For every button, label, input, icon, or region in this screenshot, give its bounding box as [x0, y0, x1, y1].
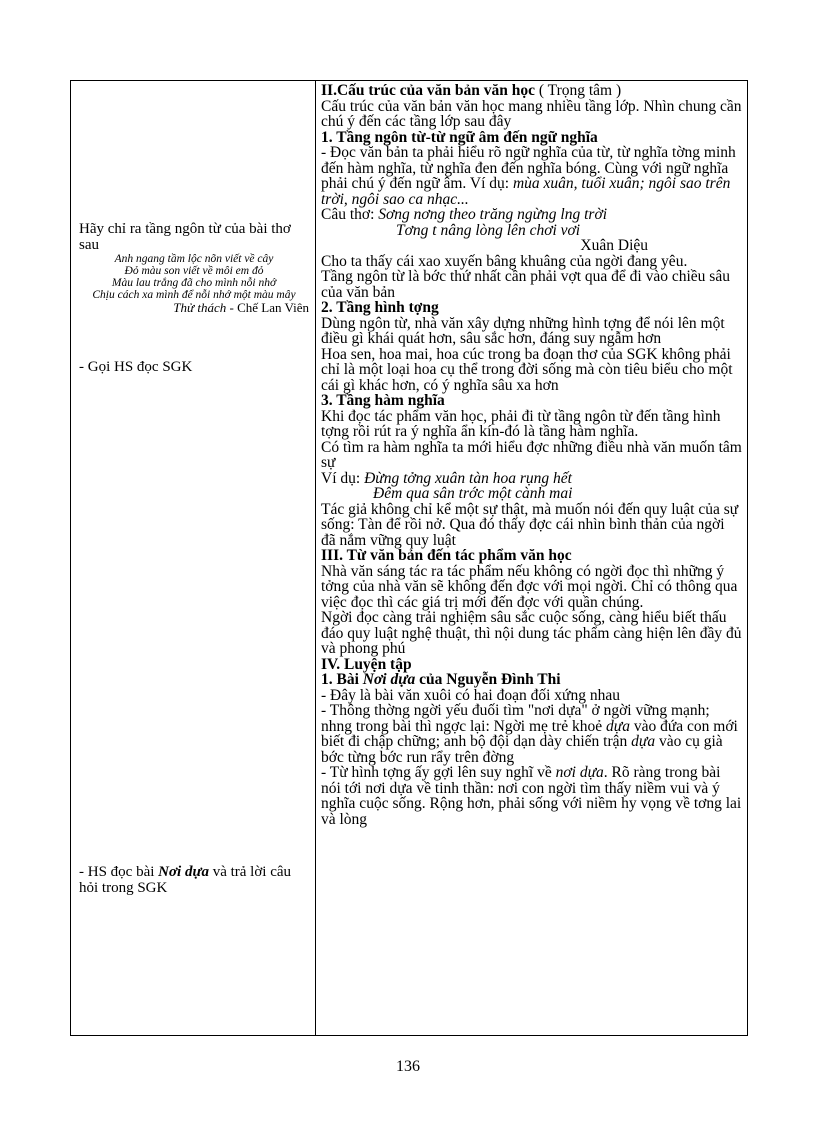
left-question-2 [79, 359, 309, 375]
q3-title: Nơi dựa [158, 864, 209, 880]
paragraph: Tác giả không chỉ kể một sự thật, mà muốn nói đến quy luật của sự sống: Tàn để rồi nở. Qua đó thấy đợc cái nhìn bình thản của ngời đã nắm vững quy luật [321, 500, 739, 549]
paragraph-text: vào đứa con mới biết đi chập chững; anh bộ đội dạn dày chiến trận [321, 717, 738, 750]
emphasis: dựa [631, 733, 656, 750]
page-number: 136 [396, 1058, 420, 1075]
poem-line: Chịu cách xa mình để nỗi nhớ một màu mây [92, 289, 296, 301]
paragraph [321, 703, 743, 765]
heading-note: ( Trọng tâm ) [535, 82, 622, 99]
left-question-1 [79, 221, 309, 315]
paragraph: Ngời đọc càng trải nghiệm sâu sắc cuộc sống, càng hiểu biết thấu đáo quy luật nghệ thuật, thì nội dung tác phẩm càng hiện lên đầy đủ và phong phú [321, 609, 742, 657]
question-text: Hãy chỉ ra tầng ngôn từ của bài thơ sau [79, 221, 291, 253]
paragraph: Cho ta thấy cái xao xuyến bâng khuâng của ngời đang yêu. [321, 252, 688, 270]
paragraph-text: vào cụ già bớc từng bớc run rẩy trên đờng [321, 733, 723, 766]
question-text: - Gọi HS đọc SGK [79, 359, 193, 375]
verse-line: Đêm qua sân trớc một cành mai [373, 485, 573, 502]
right-content [321, 83, 743, 827]
verse-author: Xuân Diệu [580, 237, 648, 254]
content-table [70, 80, 748, 1036]
example-text: mùa xuân, tuổi xuân; ngôi sao trên trời, ngôi sao ca nhạc... [321, 175, 731, 208]
paragraph-text: - Thông thờng ngời yếu đuối tìm "nơi dựa" ở ngời vững mạnh; nhng trong bài thì ngợc lại: Ngời mẹ trẻ khoẻ [321, 702, 710, 735]
paragraph: Cấu trúc của văn bản văn học mang nhiều tầng lớp. Nhìn chung cần chú ý đến các tầng lớp sau đây [321, 97, 742, 130]
poem-source-title: Thử thách [173, 300, 227, 315]
subsection-heading [321, 672, 743, 688]
example-label: Ví dụ: [321, 469, 365, 487]
poem-line: Anh ngang tầm lộc nõn viết về cây [114, 253, 274, 265]
section-2-heading [321, 83, 743, 99]
verse-label: Câu thơ: [321, 206, 379, 223]
paragraph: Dùng ngôn từ, nhà văn xây dựng những hình tợng để nói lên một điều gì khái quát hơn, sâu sắc hơn, đáng suy ngẫm hơn [321, 314, 725, 347]
emphasis: dựa [606, 717, 630, 735]
subsection-heading: 1. Tầng ngôn từ-từ ngữ âm đến ngữ nghĩa [321, 128, 598, 146]
poem-source [79, 301, 309, 315]
paragraph: - Đây là bài văn xuôi có hai đoạn đối xứng nhau [321, 686, 620, 704]
q3-suffix: và trả lời câu hỏi trong SGK [79, 864, 292, 896]
paragraph-text: - Từ hình tợng ấy gợi lên suy nghĩ về [321, 764, 556, 781]
heading-title: Nơi dựa [362, 671, 416, 688]
emphasis: nơi dựa [555, 764, 604, 781]
heading-text: II.Cấu trúc của văn bản văn học [321, 82, 536, 99]
section-4-heading: IV. Luyện tập [321, 655, 412, 673]
poem-line: Màu lau trắng đã cho mình nỗi nhớ [111, 277, 277, 289]
poem-source-author: - Chế Lan Viên [226, 300, 309, 315]
heading-prefix: 1. Bài [321, 671, 363, 688]
section-3-heading: III. Từ văn bản đến tác phẩm văn học [321, 547, 572, 564]
verse-text: Đừng tởng xuân tàn hoa rụng hết [364, 469, 572, 487]
left-question-3 [79, 864, 309, 896]
paragraph [321, 145, 743, 207]
verse-line: Tơng t nâng lòng lên chơi vơi [396, 221, 581, 239]
subsection-heading: 3. Tầng hàm nghĩa [321, 392, 445, 409]
paragraph: Hoa sen, hoa mai, hoa cúc trong ba đoạn thơ của SGK không phải chỉ là một loại hoa cụ thể trong đời sống mà còn tiêu biểu cho một cái gì khác hơn, có ý nghĩa sâu xa hơn [321, 345, 733, 394]
paragraph-text: - Đọc văn bản ta phải hiểu rõ ngữ nghĩa của từ, từ nghĩa tờng minh đến hàm nghĩa, từ nghĩa đen đến nghĩa bóng. Cùng với ngữ nghĩa phải chú ý đến ngữ âm. Ví dụ: [321, 144, 736, 192]
verse-text: Sơng nơng theo trăng ngừng lng trời [378, 206, 608, 223]
verse-line [321, 207, 743, 223]
paragraph: Có tìm ra hàm nghĩa ta mới hiểu đợc những điều nhà văn muốn tâm sự [321, 438, 742, 471]
q3-prefix: - HS đọc bài [79, 864, 159, 880]
paragraph [321, 765, 743, 827]
paragraph: Nhà văn sáng tác ra tác phẩm nếu không có ngời đọc thì những ý tởng của nhà văn sẽ không đến đợc với mọi ngời. Chỉ có thông qua việc đọc thì các giá trị mới đến đợc với quần chúng. [321, 562, 738, 611]
poem-line: Đỏ màu son viết về môi em đỏ [124, 265, 264, 277]
question-text [79, 864, 309, 896]
paragraph: Khi đọc tác phẩm văn học, phải đi từ tầng ngôn từ đến tầng hình tợng rồi rút ra ý nghĩa ẩn kín-đó là tầng hàm nghĩa. [321, 407, 721, 440]
heading-suffix: của Nguyễn Đình Thi [415, 671, 561, 688]
column-divider [315, 81, 316, 1035]
subsection-heading: 2. Tầng hình tợng [321, 299, 439, 316]
paragraph: Tầng ngôn từ là bớc thứ nhất cần phải vợt qua để đi vào chiều sâu của văn bản [321, 268, 730, 301]
example-line [321, 471, 743, 487]
paragraph-text: . Rõ ràng trong bài nói tới nơi dựa về tinh thần: nơi con ngời tìm thấy niềm vui và ý nghĩa cuộc sống. Rộng hơn, phải sống với niềm hy vọng về tơng lai và lòng [321, 764, 742, 828]
